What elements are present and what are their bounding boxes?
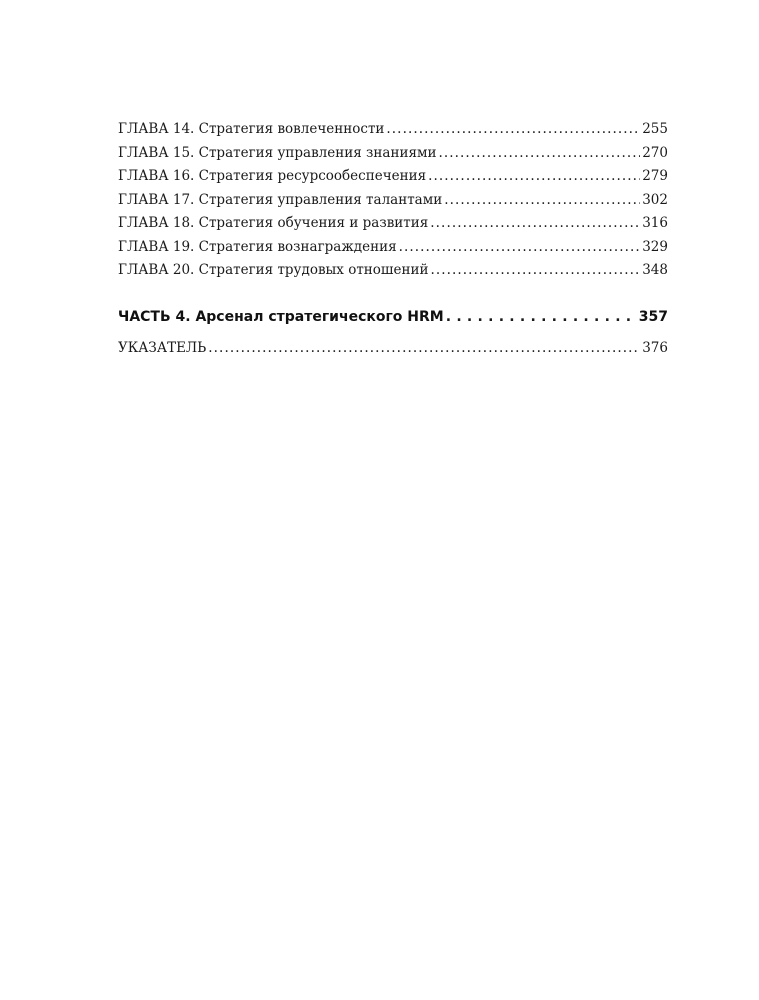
- dot-leader: [430, 259, 640, 283]
- dot-leader: [386, 118, 640, 142]
- dot-leader: [399, 236, 641, 260]
- toc-entry-label: ГЛАВА 18. Стратегия обучения и развития: [118, 215, 429, 231]
- toc-entry-page: 270: [642, 144, 668, 161]
- toc-entry-page: 348: [642, 262, 668, 278]
- toc-entry-part-4[interactable]: [118, 305, 668, 329]
- toc-entry-label: ГЛАВА 19. Стратегия вознаграждения: [118, 238, 397, 255]
- toc-entry-page: 376: [642, 339, 668, 356]
- dot-leader: [428, 165, 640, 189]
- toc-entry-chapter-19[interactable]: [118, 236, 668, 260]
- toc-entry-label: ГЛАВА 17. Стратегия управления талантами: [118, 191, 443, 208]
- toc-entry-label: ГЛАВА 15. Стратегия управления знаниями: [118, 144, 437, 161]
- toc-entry-index[interactable]: [118, 337, 668, 361]
- toc-entry-label: ГЛАВА 16. Стратегия ресурсообеспечения: [118, 168, 427, 184]
- toc-entry-chapter-15[interactable]: [118, 142, 668, 166]
- toc-entry-chapter-17[interactable]: [118, 189, 668, 213]
- toc-entry-chapter-18[interactable]: [118, 212, 668, 236]
- toc-entry-page: 279: [642, 168, 668, 184]
- toc-entry-page: 357: [638, 308, 668, 325]
- toc-entry-chapter-16[interactable]: [118, 165, 668, 189]
- toc-entry-label: ЧАСТЬ 4. Арсенал стратегического HRM: [118, 308, 444, 325]
- toc-entry-chapter-20[interactable]: [118, 259, 668, 283]
- toc-entry-label: ГЛАВА 20. Стратегия трудовых отношений: [118, 262, 429, 278]
- dot-leader: [446, 305, 637, 329]
- toc-entry-label: ГЛАВА 14. Стратегия вовлеченности: [118, 121, 385, 137]
- toc-entry-page: 329: [642, 238, 668, 255]
- dot-leader: [438, 142, 640, 166]
- table-of-contents: [118, 118, 668, 360]
- toc-entry-chapter-14[interactable]: [118, 118, 668, 142]
- dot-leader: [208, 337, 640, 361]
- dot-leader: [444, 189, 640, 213]
- toc-entry-page: 255: [642, 121, 668, 137]
- toc-entry-page: 302: [642, 191, 668, 208]
- dot-leader: [430, 212, 640, 236]
- toc-entry-label: УКАЗАТЕЛЬ: [118, 339, 207, 356]
- toc-entry-page: 316: [642, 215, 668, 231]
